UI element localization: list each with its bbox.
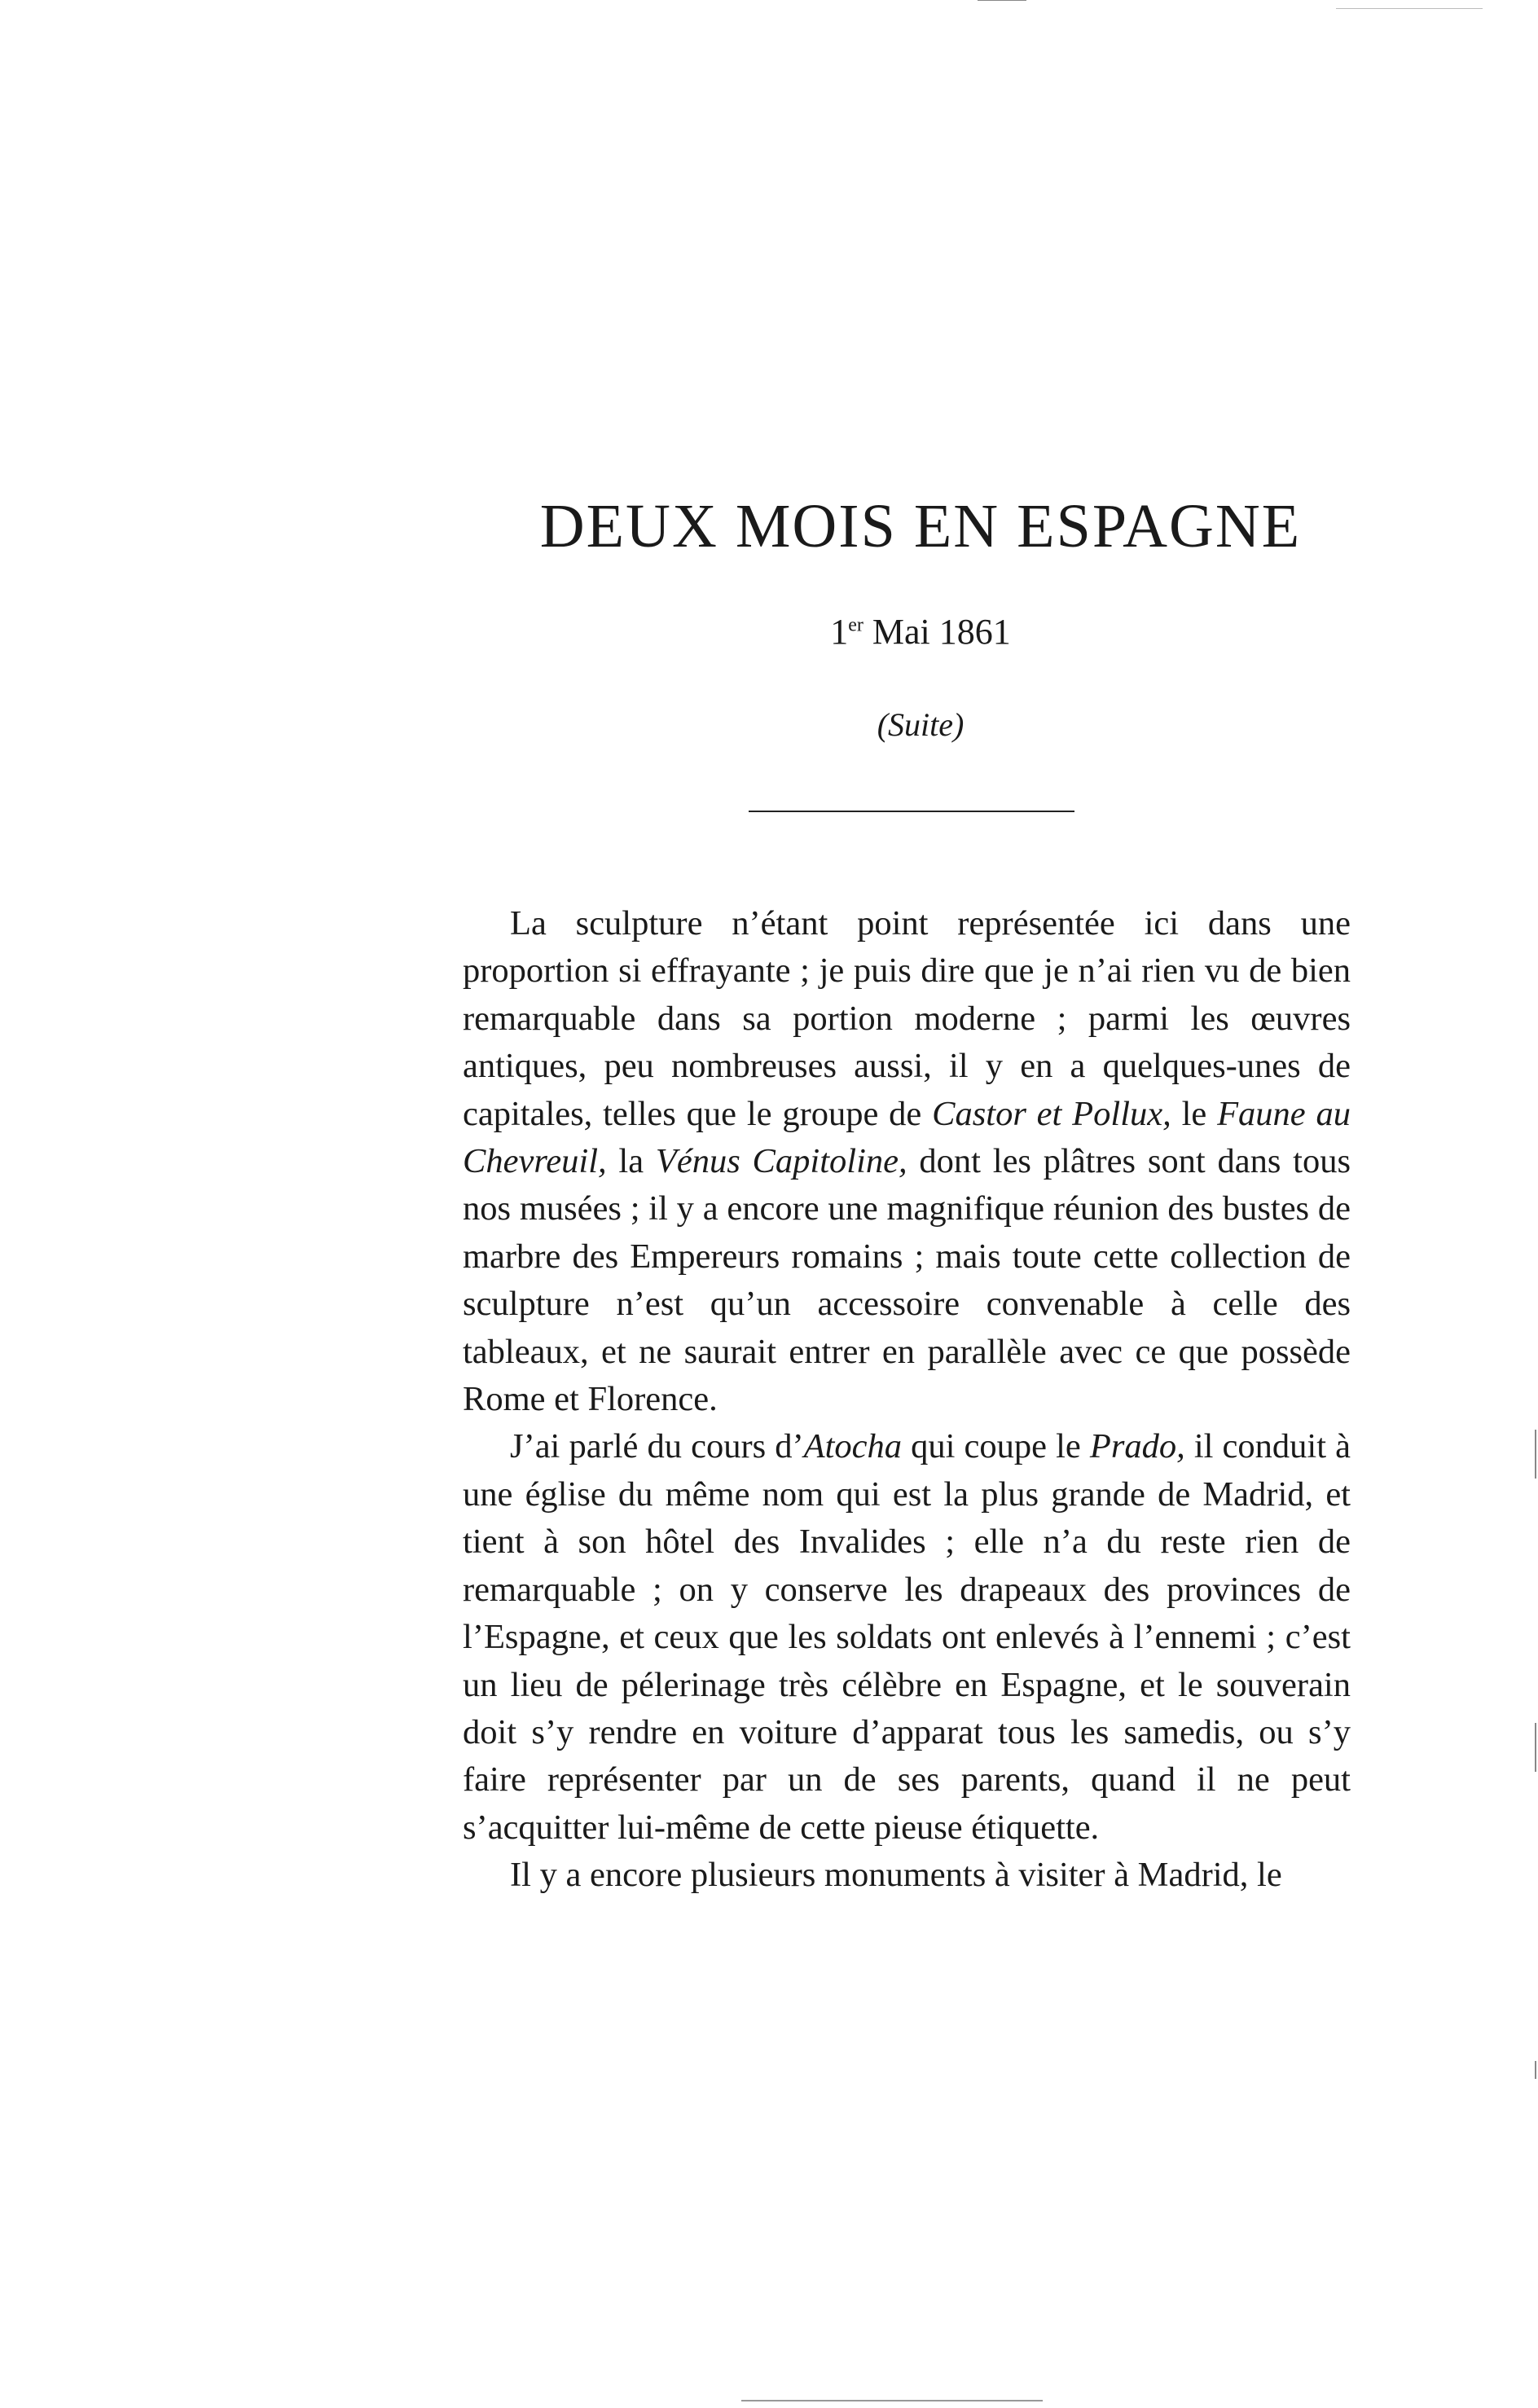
scan-mark — [741, 2400, 1043, 2401]
body-text — [463, 900, 1351, 1900]
date-rest: Mai 1861 — [863, 612, 1011, 652]
italic-title: Castor et Pollux, — [932, 1094, 1171, 1133]
paragraph-1-segment: le — [1171, 1094, 1218, 1133]
paragraph-2 — [463, 1423, 1351, 1852]
paragraph-1-segment: La sculpture n’étant point représentée ici dans une proportion si effrayante ; je puis dire que je n’ai rien vu de bien remarquable dans sa portion moderne ; parmi les œuvres antiques, peu nombreuses aussi, il y en a quelques-unes de capitales, telles que le groupe de — [463, 904, 1351, 1133]
scan-mark — [1535, 1723, 1536, 1772]
date-day: 1 — [830, 612, 849, 652]
scan-mark — [1336, 8, 1483, 9]
date-suffix: er — [848, 614, 863, 636]
scan-mark — [1535, 1430, 1536, 1479]
suite-label: (Suite) — [877, 706, 965, 743]
paragraph-1-segment: dont les plâtres sont dans tous nos musées ; il y a encore une magnifique réunion des bustes de marbre des Empereurs romains ; mais toute cette collection de sculpture n’est qu’un accessoire convenable à celle des tableaux, et ne saurait entrer en parallèle avec ce que possède Rome et Florence. — [463, 1142, 1351, 1419]
paragraph-1-segment: la — [606, 1142, 656, 1181]
paragraph-3-segment: Il y a encore plusieurs monuments à visiter à Madrid, le — [510, 1856, 1282, 1895]
italic-title: Vénus Capitoline, — [655, 1142, 907, 1181]
paragraph-2-segment: il conduit à une église du même nom qui est la plus grande de Madrid, et tient à son hôtel des Invalides ; elle n’a du reste rien de remarquable ; on y conserve les drapeaux des provinces de l’Espagne, et ceux que les soldats ont enlevés à l’ennemi ; c’est un lieu de pélerinage très célèbre en Espagne, et le souverain doit s’y rendre en voiture d’apparat tous les samedis, ou s’y faire représenter par un de ses parents, quand il ne peut s’acquitter lui-même de cette pieuse étiquette. — [463, 1427, 1351, 1847]
section-divider — [749, 811, 1074, 812]
italic-title: Faune au Chevreuil, — [463, 1094, 1351, 1181]
italic-place: Atocha — [803, 1427, 903, 1466]
italic-place: Prado, — [1089, 1427, 1185, 1466]
scan-mark — [978, 0, 1026, 1]
paragraph-1 — [463, 900, 1351, 1423]
paragraph-3 — [463, 1852, 1351, 1899]
date-line — [456, 614, 1385, 650]
paragraph-2-segment: J’ai parlé du cours d’ — [510, 1427, 804, 1466]
paragraph-2-segment: qui coupe le — [902, 1427, 1090, 1466]
scan-mark — [1535, 2061, 1536, 2079]
page-title: DEUX MOIS EN ESPAGNE — [539, 492, 1302, 560]
